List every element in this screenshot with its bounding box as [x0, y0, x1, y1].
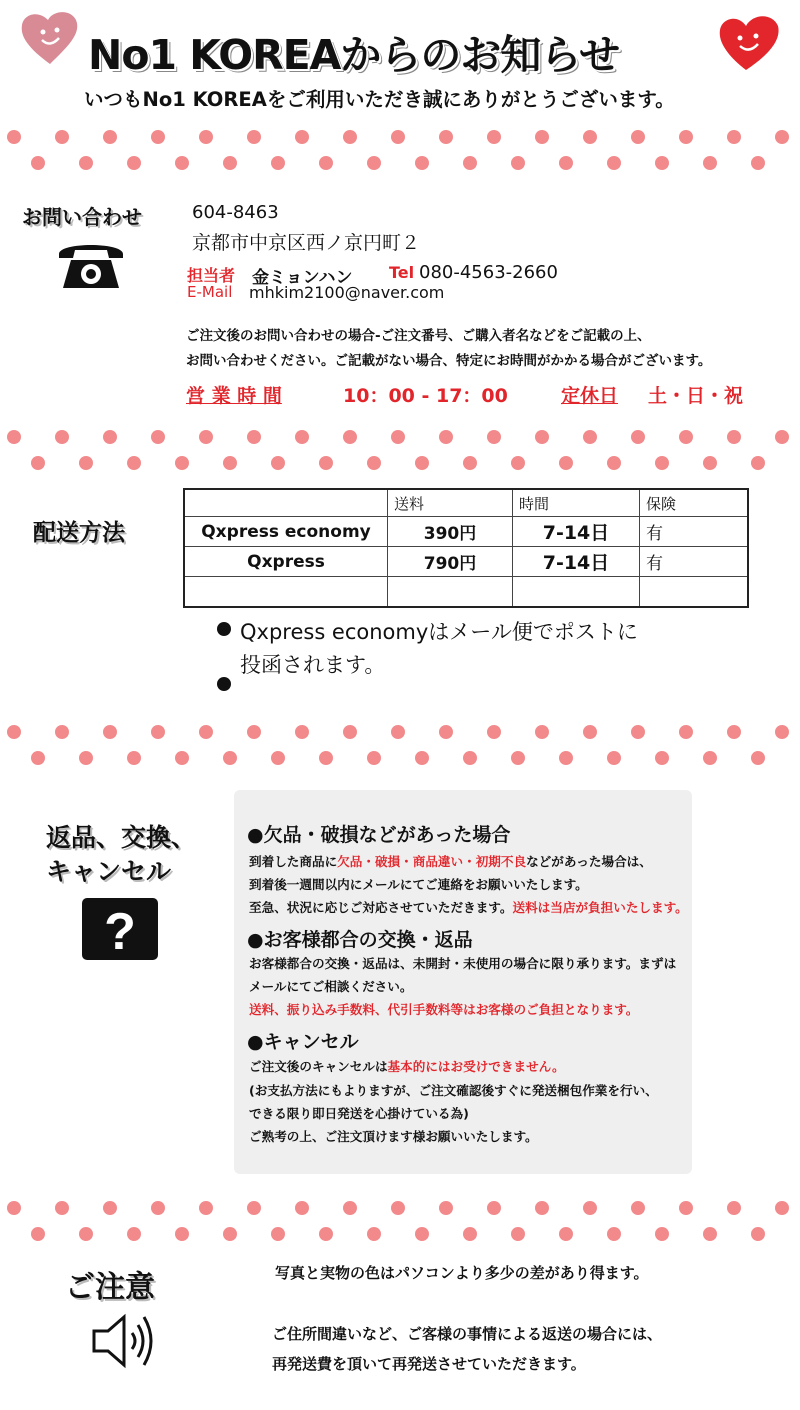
contact-section-title: お問い合わせ: [22, 205, 142, 229]
polka-dot: [319, 156, 333, 170]
polka-dot: [175, 751, 189, 765]
polka-dot: [703, 156, 717, 170]
polka-dot: [703, 751, 717, 765]
polka-dot: [319, 751, 333, 765]
polka-dot: [7, 430, 21, 444]
polka-dot: [247, 130, 261, 144]
polka-dot: [559, 1227, 573, 1241]
column-header: 送料: [388, 489, 513, 517]
dot-divider: [0, 425, 800, 485]
polka-dot: [103, 430, 117, 444]
polka-dot: [415, 156, 429, 170]
polka-dot: [775, 1201, 789, 1215]
polka-dot: [367, 456, 381, 470]
polka-dot: [175, 1227, 189, 1241]
polka-dot: [631, 130, 645, 144]
polka-dot: [31, 156, 45, 170]
holiday-label: 定休日: [561, 385, 619, 407]
polka-dot: [127, 456, 141, 470]
caution-section-title: ご注意: [65, 1270, 155, 1305]
cancel-line1: ご注文後のキャンセルは基本的にはお受けできません。: [249, 1059, 565, 1074]
polka-dot: [223, 156, 237, 170]
polka-dot: [727, 130, 741, 144]
customer-line2: メールにてご相談ください。: [249, 979, 413, 994]
polka-dot: [247, 430, 261, 444]
speaker-icon: [90, 1313, 160, 1369]
email-link[interactable]: mhkim2100@naver.com: [249, 283, 445, 302]
polka-dot: [559, 456, 573, 470]
defect-line3: 至急、状況に応じご対応させていただきます。送料は当店が負担いたします。: [249, 900, 688, 915]
polka-dot: [583, 1201, 597, 1215]
polka-dot: [31, 456, 45, 470]
polka-dot: [367, 156, 381, 170]
polka-dot: [751, 456, 765, 470]
polka-dot: [55, 725, 69, 739]
returns-section-title-line1: 返品、交換、: [46, 823, 197, 852]
polka-dot: [415, 751, 429, 765]
polka-dot: [511, 1227, 525, 1241]
caution-line3: 再発送費を頂いて再発送させていただきます。: [272, 1355, 586, 1373]
polka-dot: [79, 456, 93, 470]
bullet-icon: [217, 677, 231, 691]
polka-dot: [151, 430, 165, 444]
polka-dot: [175, 156, 189, 170]
polka-dot: [415, 456, 429, 470]
polka-dot: [679, 1201, 693, 1215]
polka-dot: [343, 1201, 357, 1215]
polka-dot: [151, 1201, 165, 1215]
customer-line1: お客様都合の交換・返品は、未開封・未使用の場合に限り承ります。まずは: [249, 956, 677, 971]
polka-dot: [583, 130, 597, 144]
table-cell: 7-14日: [513, 517, 640, 547]
page-title: No1 KOREAからのお知らせ: [88, 31, 620, 79]
polka-dot: [79, 156, 93, 170]
polka-dot: [607, 751, 621, 765]
polka-dot: [151, 130, 165, 144]
shipping-table: [183, 488, 749, 608]
caution-line2: ご住所間違いなど、ご客様の事情による返送の場合には、: [272, 1325, 663, 1343]
polka-dot: [79, 1227, 93, 1241]
postal-code: 604-8463: [192, 202, 279, 223]
svg-text:?: ?: [104, 903, 136, 960]
holidays: 土・日・祝: [648, 385, 744, 407]
tel-label: Tel: [389, 263, 415, 282]
polka-dot: [487, 725, 501, 739]
polka-dot: [343, 725, 357, 739]
table-cell: 有: [640, 517, 749, 547]
polka-dot: [775, 130, 789, 144]
polka-dot: [103, 725, 117, 739]
polka-dot: [631, 725, 645, 739]
polka-dot: [487, 430, 501, 444]
polka-dot: [487, 1201, 501, 1215]
polka-dot: [607, 1227, 621, 1241]
table-cell: 7-14日: [513, 547, 640, 577]
polka-dot: [655, 456, 669, 470]
cancel-heading: ●キャンセル: [247, 1031, 359, 1053]
cancel-line2: (お支払方法にもよりますが、ご注文確認後すぐに発送梱包作業を行い、: [249, 1083, 658, 1098]
polka-dot: [439, 130, 453, 144]
polka-dot: [775, 430, 789, 444]
polka-dot: [775, 725, 789, 739]
table-cell: [388, 577, 513, 608]
table-cell: 有: [640, 547, 749, 577]
polka-dot: [535, 1201, 549, 1215]
polka-dot: [391, 130, 405, 144]
polka-dot: [391, 1201, 405, 1215]
polka-dot: [679, 725, 693, 739]
defect-heading: ●欠品・破損などがあった場合: [247, 824, 511, 846]
cancel-line4: ご熟考の上、ご注文頂けます様お願いいたします。: [249, 1129, 538, 1144]
page-subtitle: いつもNo1 KOREAをご利用いただき誠にありがとうございます。: [84, 88, 675, 111]
polka-dot: [439, 1201, 453, 1215]
polka-dot: [343, 130, 357, 144]
polka-dot: [511, 751, 525, 765]
polka-dot: [655, 1227, 669, 1241]
polka-dot: [127, 1227, 141, 1241]
polka-dot: [271, 156, 285, 170]
returns-section-title-line2: キャンセル: [46, 857, 172, 886]
polka-dot: [535, 725, 549, 739]
polka-dot: [127, 751, 141, 765]
shipping-note-line2: 投函されます。: [240, 653, 386, 677]
polka-dot: [607, 456, 621, 470]
polka-dot: [463, 1227, 477, 1241]
polka-dot: [271, 751, 285, 765]
polka-dot: [55, 130, 69, 144]
polka-dot: [271, 1227, 285, 1241]
polka-dot: [511, 156, 525, 170]
polka-dot: [343, 430, 357, 444]
customer-heading: ●お客様都合の交換・返品: [247, 929, 473, 951]
table-cell: [640, 577, 749, 608]
polka-dot: [727, 725, 741, 739]
polka-dot: [463, 156, 477, 170]
table-cell: 790円: [388, 547, 513, 577]
polka-dot: [103, 130, 117, 144]
polka-dot: [751, 156, 765, 170]
polka-dot: [319, 456, 333, 470]
polka-dot: [535, 130, 549, 144]
shipping-note-line1: Qxpress economyはメール便でポストに: [240, 620, 638, 644]
polka-dot: [7, 725, 21, 739]
dot-divider: [0, 125, 800, 185]
telephone-icon: [55, 236, 127, 292]
polka-dot: [127, 156, 141, 170]
column-header: 保険: [640, 489, 749, 517]
defect-line1: 到着した商品に欠品・破損・商品違い・初期不良などがあった場合は、: [249, 854, 652, 869]
address: 京都市中京区西ノ京円町２: [192, 232, 421, 254]
polka-dot: [439, 725, 453, 739]
polka-dot: [31, 751, 45, 765]
caution-line1: 写真と実物の色はパソコンより多少の差があり得ます。: [275, 1264, 649, 1282]
polka-dot: [295, 725, 309, 739]
polka-dot: [199, 430, 213, 444]
polka-dot: [727, 430, 741, 444]
table-row: [184, 547, 748, 577]
table-cell: 390円: [388, 517, 513, 547]
polka-dot: [679, 130, 693, 144]
polka-dot: [751, 751, 765, 765]
email-label: E-Mail: [187, 283, 233, 301]
polka-dot: [583, 430, 597, 444]
polka-dot: [391, 430, 405, 444]
column-header: 時間: [513, 489, 640, 517]
contact-note-line2: お問い合わせください。ご記載がない場合、特定にお時間がかかる場合がございます。: [186, 353, 712, 369]
tel-number: 080-4563-2660: [419, 262, 558, 283]
bullet-icon: [217, 622, 231, 636]
polka-dot: [295, 1201, 309, 1215]
polka-dot: [559, 156, 573, 170]
polka-dot: [7, 1201, 21, 1215]
polka-dot: [199, 130, 213, 144]
polka-dot: [511, 456, 525, 470]
polka-dot: [271, 456, 285, 470]
polka-dot: [103, 1201, 117, 1215]
pink-heart-icon: [18, 8, 82, 68]
polka-dot: [751, 1227, 765, 1241]
table-cell: Qxpress economy: [184, 517, 388, 547]
staff-name: 金ミョンハン: [252, 268, 353, 288]
polka-dot: [55, 1201, 69, 1215]
polka-dot: [175, 456, 189, 470]
table-cell: Qxpress: [184, 547, 388, 577]
business-hours: 10：00 - 17：00: [343, 385, 508, 407]
polka-dot: [463, 751, 477, 765]
table-cell: [513, 577, 640, 608]
polka-dot: [367, 751, 381, 765]
polka-dot: [535, 430, 549, 444]
shipping-section-title: 配送方法: [33, 520, 125, 546]
polka-dot: [559, 751, 573, 765]
polka-dot: [7, 130, 21, 144]
polka-dot: [391, 725, 405, 739]
polka-dot: [295, 430, 309, 444]
dot-divider: [0, 1196, 800, 1256]
polka-dot: [607, 156, 621, 170]
polka-dot: [199, 725, 213, 739]
table-row: [184, 577, 748, 608]
polka-dot: [247, 1201, 261, 1215]
polka-dot: [583, 725, 597, 739]
polka-dot: [679, 430, 693, 444]
question-mark-icon: [82, 898, 158, 960]
polka-dot: [655, 751, 669, 765]
customer-line3: 送料、振り込み手数料、代引手数料等はお客様のご負担となります。: [249, 1002, 639, 1017]
contact-note-line1: ご注文後のお問い合わせの場合-ご注文番号、ご購入者名などをご記載の上、: [186, 328, 651, 344]
table-row: [184, 517, 748, 547]
polka-dot: [319, 1227, 333, 1241]
polka-dot: [655, 156, 669, 170]
polka-dot: [199, 1201, 213, 1215]
hours-label: 営 業 時 間: [186, 385, 282, 407]
polka-dot: [247, 725, 261, 739]
polka-dot: [151, 725, 165, 739]
cancel-line3: できる限り即日発送を心掛けている為): [249, 1106, 469, 1121]
dot-divider: [0, 720, 800, 780]
table-cell: [184, 577, 388, 608]
column-header: [184, 489, 388, 517]
polka-dot: [703, 456, 717, 470]
polka-dot: [631, 1201, 645, 1215]
polka-dot: [223, 1227, 237, 1241]
polka-dot: [727, 1201, 741, 1215]
polka-dot: [631, 430, 645, 444]
polka-dot: [31, 1227, 45, 1241]
polka-dot: [703, 1227, 717, 1241]
polka-dot: [223, 751, 237, 765]
polka-dot: [79, 751, 93, 765]
red-heart-icon: [716, 12, 782, 72]
polka-dot: [295, 130, 309, 144]
defect-line2: 到着後一週間以内にメールにてご連絡をお願いいたします。: [249, 877, 588, 892]
polka-dot: [367, 1227, 381, 1241]
polka-dot: [463, 456, 477, 470]
staff-label: 担当者: [187, 266, 236, 285]
polka-dot: [55, 430, 69, 444]
polka-dot: [223, 456, 237, 470]
polka-dot: [439, 430, 453, 444]
polka-dot: [487, 130, 501, 144]
table-header-row: [184, 489, 748, 517]
polka-dot: [415, 1227, 429, 1241]
